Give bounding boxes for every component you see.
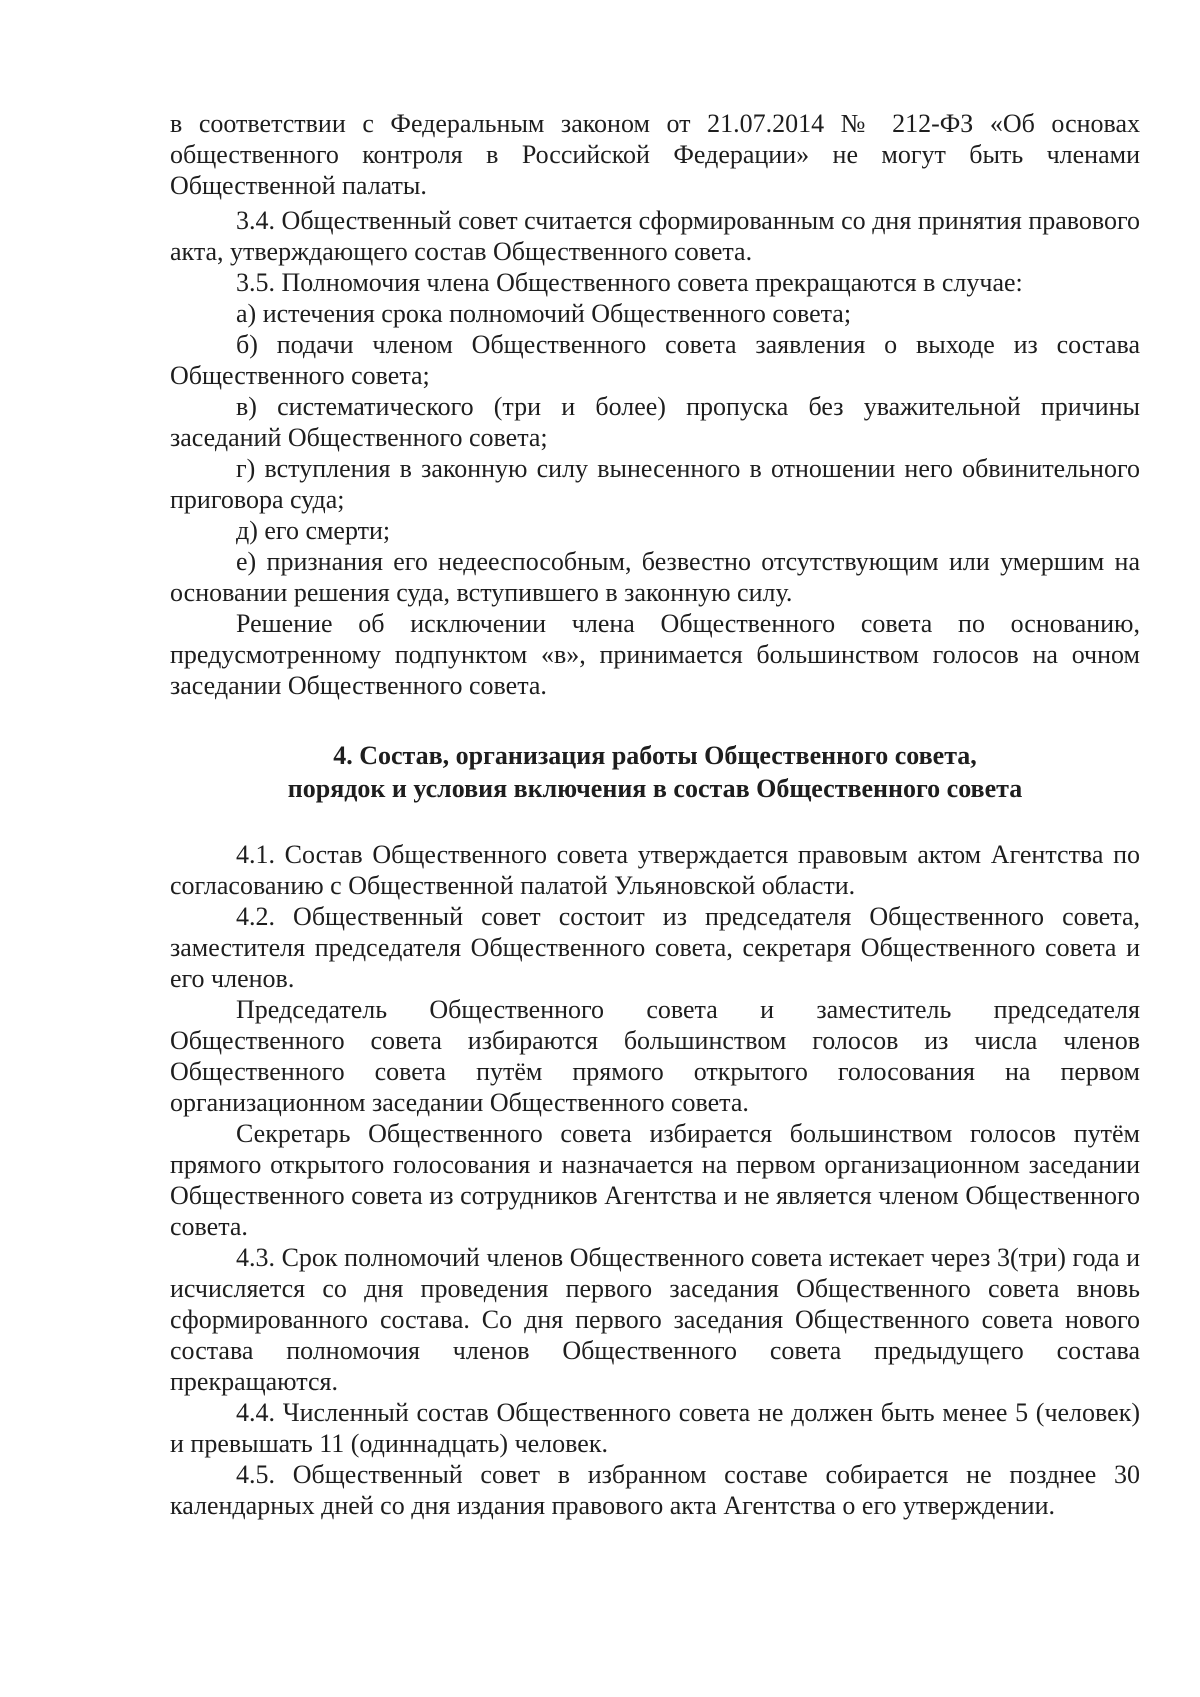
paragraph: 4.4. Численный состав Общественного совета не должен быть менее 5 (человек) и превышать 11 (одиннадцать) человек. bbox=[170, 1398, 1140, 1458]
paragraph: 3.5. Полномочия члена Общественного совета прекращаются в случае: bbox=[236, 268, 1023, 297]
section-heading bbox=[170, 739, 1140, 805]
paragraph: Председатель Общественного совета и заместитель председателя Общественного совета избираются большинством голосов из числа членов Общественного совета путём прямого открытого голосования на первом организационном заседании Общественного совета. bbox=[170, 995, 1140, 1117]
document-page bbox=[170, 108, 1140, 1521]
list-item: д) его смерти; bbox=[236, 516, 391, 545]
section-heading-line-1: 4. Состав, организация работы Общественного совета, bbox=[333, 741, 977, 770]
list-item: б) подачи членом Общественного совета заявления о выходе из состава Общественного совета; bbox=[170, 330, 1140, 390]
list-item: в) систематического (три и более) пропуска без уважительной причины заседаний Общественного совета; bbox=[170, 392, 1140, 452]
paragraph: 4.2. Общественный совет состоит из председателя Общественного совета, заместителя председателя Общественного совета, секретаря Общественного совета и его членов. bbox=[170, 902, 1140, 993]
paragraph: в соответствии с Федеральным законом от 21.07.2014 № 212-ФЗ «Об основах общественного контроля в Российской Федерации» не могут быть членами Общественной палаты. bbox=[170, 109, 1140, 200]
list-item: а) истечения срока полномочий Общественного совета; bbox=[236, 299, 852, 328]
paragraph: 3.4. Общественный совет считается сформированным со дня принятия правового акта, утверждающего состав Общественного совета. bbox=[170, 206, 1140, 266]
paragraph: 4.5. Общественный совет в избранном составе собирается не позднее 30 календарных дней со дня издания правового акта Агентства о его утверждении. bbox=[170, 1460, 1140, 1520]
list-item: г) вступления в законную силу вынесенного в отношении него обвинительного приговора суда; bbox=[170, 454, 1140, 514]
list-item: е) признания его недееспособным, безвестно отсутствующим или умершим на основании решения суда, вступившего в законную силу. bbox=[170, 547, 1140, 607]
paragraph: Решение об исключении члена Общественного совета по основанию, предусмотренному подпунктом «в», принимается большинством голосов на очном заседании Общественного совета. bbox=[170, 609, 1140, 700]
paragraph: 4.1. Состав Общественного совета утверждается правовым актом Агентства по согласованию с Общественной палатой Ульяновской области. bbox=[170, 840, 1140, 900]
paragraph: Секретарь Общественного совета избирается большинством голосов путём прямого открытого голосования и назначается на первом организационном заседании Общественного совета из сотрудников Агентства и не является членом Общественного совета. bbox=[170, 1119, 1140, 1241]
section-heading-line-2: порядок и условия включения в состав Общественного совета bbox=[287, 774, 1023, 803]
paragraph: 4.3. Срок полномочий членов Общественного совета истекает через 3(три) года и исчисляется со дня проведения первого заседания Общественного совета вновь сформированного состава. Со дня первого заседания Общественного совета нового состава полномочия членов Общественного совета предыдущего состава прекращаются. bbox=[170, 1243, 1140, 1396]
paragraphs-top bbox=[170, 108, 1140, 701]
paragraphs-bottom bbox=[170, 839, 1140, 1521]
